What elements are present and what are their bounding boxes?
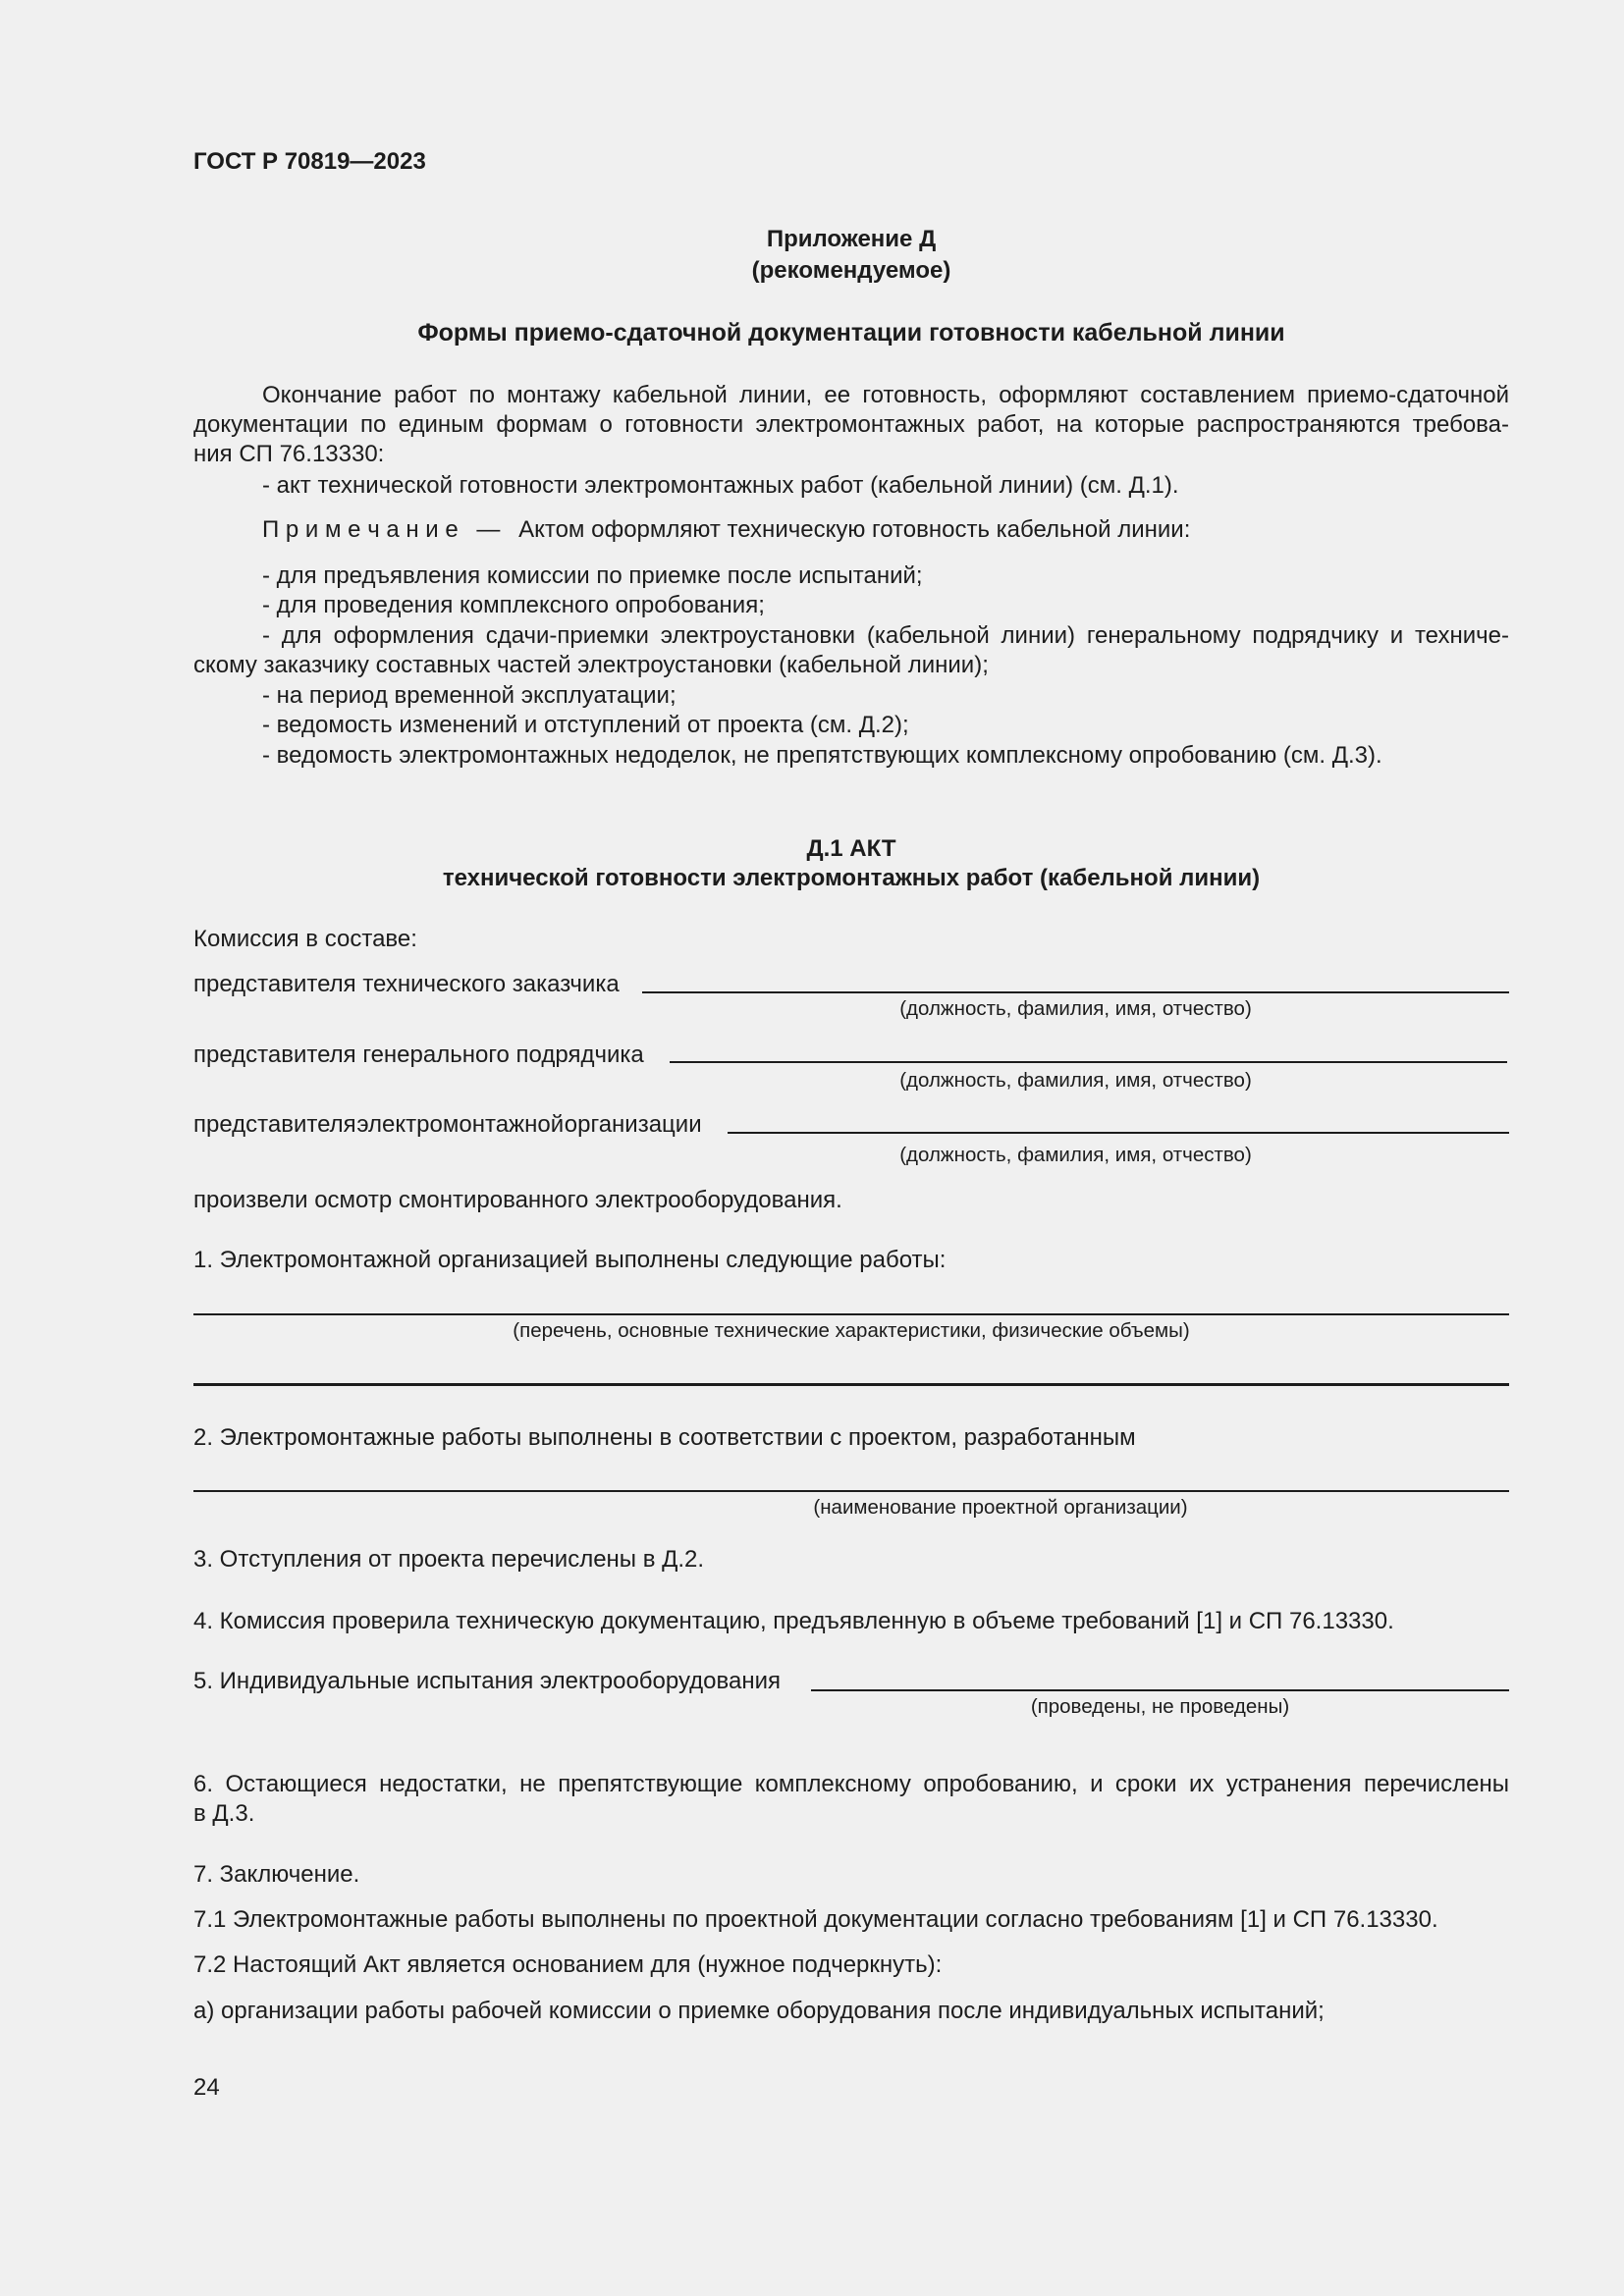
works-fill-line-1 bbox=[193, 1313, 1509, 1315]
tests-fill-line bbox=[811, 1689, 1509, 1691]
page-number: 24 bbox=[193, 2074, 220, 2101]
point-7: 7. Заключение. bbox=[193, 1861, 360, 1888]
appendix-status: (рекомендуемое) bbox=[751, 257, 951, 284]
intro-sub-3-line2: скому заказчику составных частей электроустановки (кабельной линии); bbox=[193, 652, 989, 678]
intro-para-line2: документации по единым формам о готовности электромонтажных работ, на которые распространяются требова- bbox=[193, 411, 1509, 438]
tests-hint: (проведены, не проведены) bbox=[1030, 1695, 1290, 1718]
note-dash: — bbox=[476, 516, 501, 543]
rep-contractor-hint: (должность, фамилия, имя, отчество) bbox=[899, 1069, 1252, 1092]
works-hint: (перечень, основные технические характеристики, физические объемы) bbox=[513, 1319, 1190, 1342]
point-7-1: 7.1 Электромонтажные работы выполнены по проектной документации согласно требованиям [1] и СП 76.13330. bbox=[193, 1906, 1438, 1933]
note-label: П р и м е ч а н и е bbox=[262, 516, 459, 543]
rep-org-fill-line bbox=[728, 1132, 1509, 1134]
rep-customer-hint: (должность, фамилия, имя, отчество) bbox=[899, 997, 1252, 1020]
rep-customer-fill-line bbox=[642, 991, 1509, 993]
point-3: 3. Отступления от проекта перечислены в Д.2. bbox=[193, 1546, 705, 1573]
doc-id: ГОСТ Р 70819—2023 bbox=[193, 148, 426, 175]
rep-customer-label: представителя технического заказчика bbox=[193, 971, 620, 997]
intro-item-3: - ведомость электромонтажных недоделок, не препятствующих комплексному опробованию (см. Д.3). bbox=[262, 742, 1382, 769]
point-5: 5. Индивидуальные испытания электрооборудования bbox=[193, 1668, 781, 1694]
design-org-fill-line bbox=[193, 1490, 1509, 1492]
intro-sub-4: - на период временной эксплуатации; bbox=[262, 682, 677, 709]
works-fill-line-2 bbox=[193, 1383, 1509, 1386]
act-subtitle: технической готовности электромонтажных работ (кабельной линии) bbox=[442, 865, 1261, 891]
rep-contractor-fill-line bbox=[670, 1061, 1507, 1063]
inspection-text: произвели осмотр смонтированного электрооборудования. bbox=[193, 1187, 842, 1213]
intro-sub-2: - для проведения комплексного опробования; bbox=[262, 592, 765, 618]
point-6-line1: 6. Остающиеся недостатки, не препятствующие комплексному опробованию, и сроки их устранения перечислены bbox=[193, 1771, 1509, 1797]
point-7-2-a: а) организации работы рабочей комиссии о приемке оборудования после индивидуальных испытаний; bbox=[193, 1998, 1325, 2024]
intro-sub-3-line1: - для оформления сдачи-приемки электроустановки (кабельной линии) генеральному подрядчику и техниче- bbox=[262, 622, 1509, 649]
appendix-title: Приложение Д bbox=[766, 226, 937, 252]
intro-note bbox=[262, 515, 1190, 545]
rep-org-label: представителя электромонтажной организации bbox=[193, 1111, 702, 1138]
point-7-2: 7.2 Настоящий Акт является основанием для (нужное подчеркнуть): bbox=[193, 1951, 943, 1978]
intro-sub-1: - для предъявления комиссии по приемке после испытаний; bbox=[262, 562, 923, 589]
commission-label: Комиссия в составе: bbox=[193, 926, 417, 952]
design-org-hint: (наименование проектной организации) bbox=[813, 1496, 1188, 1519]
appendix-heading: Формы приемо-сдаточной документации готовности кабельной линии bbox=[417, 319, 1285, 347]
intro-item-2: - ведомость изменений и отступлений от проекта (см. Д.2); bbox=[262, 712, 909, 738]
rep-org-hint: (должность, фамилия, имя, отчество) bbox=[899, 1144, 1252, 1166]
act-title: Д.1 АКТ bbox=[806, 835, 896, 862]
point-6-line2: в Д.3. bbox=[193, 1800, 255, 1827]
rep-contractor-label: представителя генерального подрядчика bbox=[193, 1041, 644, 1068]
note-text: Актом оформляют техническую готовность кабельной линии: bbox=[518, 516, 1191, 543]
intro-item-1: - акт технической готовности электромонтажных работ (кабельной линии) (см. Д.1). bbox=[262, 472, 1179, 499]
point-4: 4. Комиссия проверила техническую документацию, предъявленную в объеме требований [1] и СП 76.13330. bbox=[193, 1608, 1394, 1634]
intro-para-line1: Окончание работ по монтажу кабельной линии, ее готовность, оформляют составлением приемо-сдаточной bbox=[262, 382, 1509, 408]
point-1: 1. Электромонтажной организацией выполнены следующие работы: bbox=[193, 1247, 947, 1273]
intro-para-line3: ния СП 76.13330: bbox=[193, 441, 385, 467]
point-2: 2. Электромонтажные работы выполнены в соответствии с проектом, разработанным bbox=[193, 1424, 1136, 1451]
